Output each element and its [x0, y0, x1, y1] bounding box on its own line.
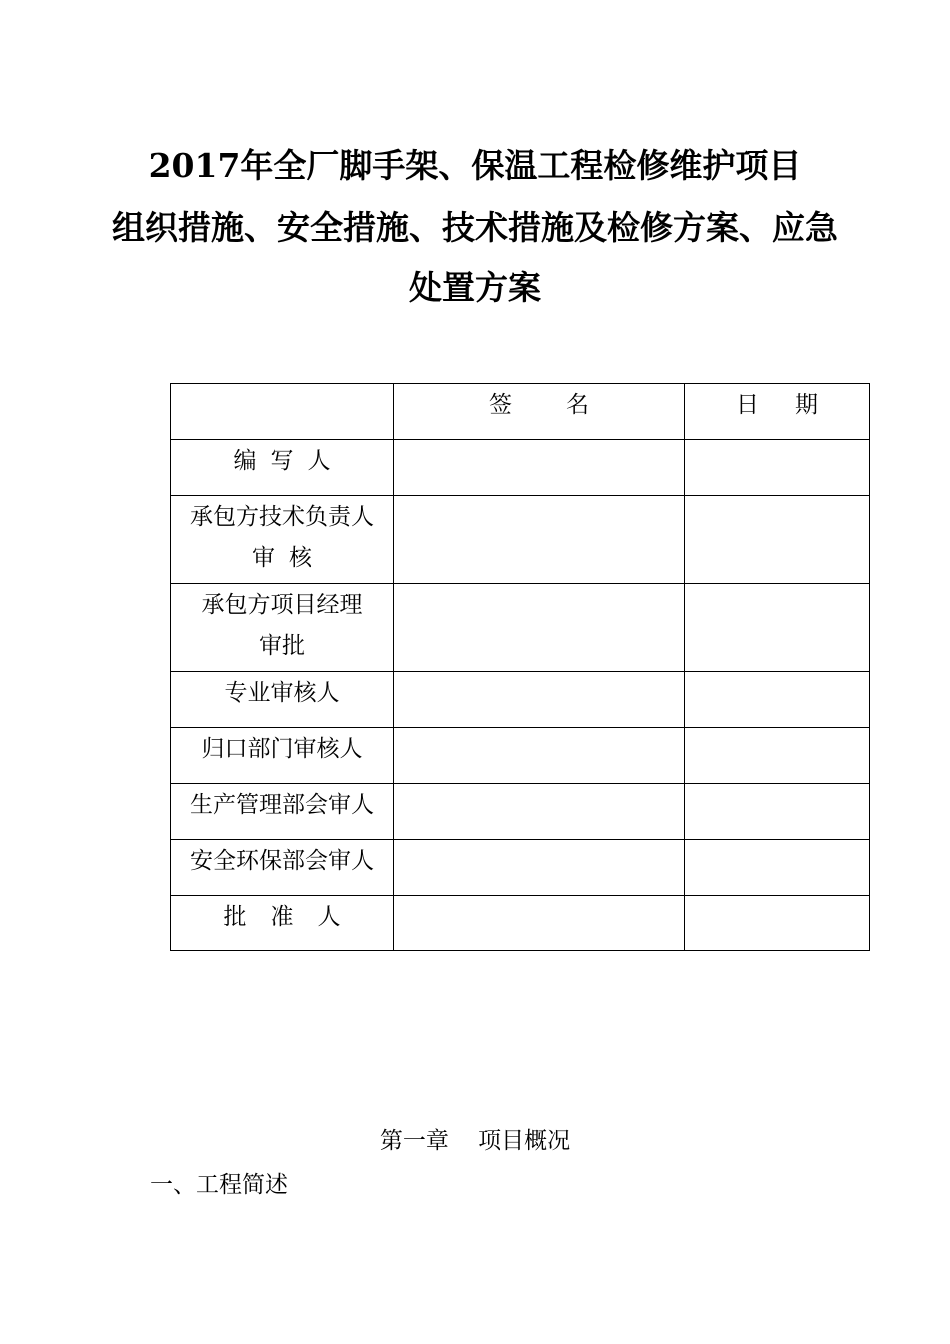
date-cell[interactable]	[685, 840, 870, 896]
header-cell-role	[171, 384, 394, 440]
row-label-cell	[171, 784, 394, 840]
row-label-cell	[171, 840, 394, 896]
table-row	[171, 672, 870, 728]
date-cell[interactable]	[685, 584, 870, 672]
row-label-cell	[171, 896, 394, 951]
table-row	[171, 496, 870, 584]
document-title-line-3: 处置方案	[409, 268, 541, 307]
signature-cell[interactable]	[394, 496, 685, 584]
date-cell[interactable]	[685, 784, 870, 840]
table-row	[171, 784, 870, 840]
row-label-sub: 审批	[259, 633, 305, 659]
row-label: 生产管理部会审人	[190, 792, 374, 818]
row-label-cell	[171, 440, 394, 496]
signature-cell[interactable]	[394, 896, 685, 951]
table-row	[171, 440, 870, 496]
row-label-cell	[171, 672, 394, 728]
header-cell-signature	[394, 384, 685, 440]
date-cell[interactable]	[685, 896, 870, 951]
document-title-line-1: 2017年全厂脚手架、保温工程检修维护项目	[148, 146, 802, 185]
date-cell[interactable]	[685, 440, 870, 496]
header-signature-label: 签名	[489, 392, 643, 418]
table-row	[171, 584, 870, 672]
signature-cell[interactable]	[394, 728, 685, 784]
row-label-cell	[171, 496, 394, 584]
date-cell[interactable]	[685, 728, 870, 784]
row-label: 承包方项目经理	[201, 592, 363, 618]
row-label: 承包方技术负责人	[190, 504, 374, 530]
date-cell[interactable]	[685, 496, 870, 584]
signature-table	[170, 383, 870, 951]
chapter-heading: 第一章 项目概况	[379, 1128, 571, 1154]
document-title-line-2: 组织措施、安全措施、技术措施及检修方案、应急	[112, 208, 838, 247]
header-date-label: 日期	[736, 392, 854, 418]
date-cell[interactable]	[685, 672, 870, 728]
table-row	[171, 840, 870, 896]
header-cell-date	[685, 384, 870, 440]
table-header-row	[171, 384, 870, 440]
row-label: 专业审核人	[224, 680, 340, 706]
signature-cell[interactable]	[394, 672, 685, 728]
signature-cell[interactable]	[394, 784, 685, 840]
row-label-cell	[171, 728, 394, 784]
table-row	[171, 728, 870, 784]
row-label-sub: 审核	[252, 545, 326, 571]
signature-cell[interactable]	[394, 584, 685, 672]
signature-cell[interactable]	[394, 840, 685, 896]
row-label: 安全环保部会审人	[190, 848, 374, 874]
row-label: 归口部门审核人	[201, 736, 363, 762]
section-heading: 一、工程简述	[150, 1172, 288, 1198]
row-label-cell	[171, 584, 394, 672]
row-label: 编写人	[233, 448, 345, 474]
row-label: 批准人	[223, 904, 365, 930]
table-row	[171, 896, 870, 951]
signature-cell[interactable]	[394, 440, 685, 496]
